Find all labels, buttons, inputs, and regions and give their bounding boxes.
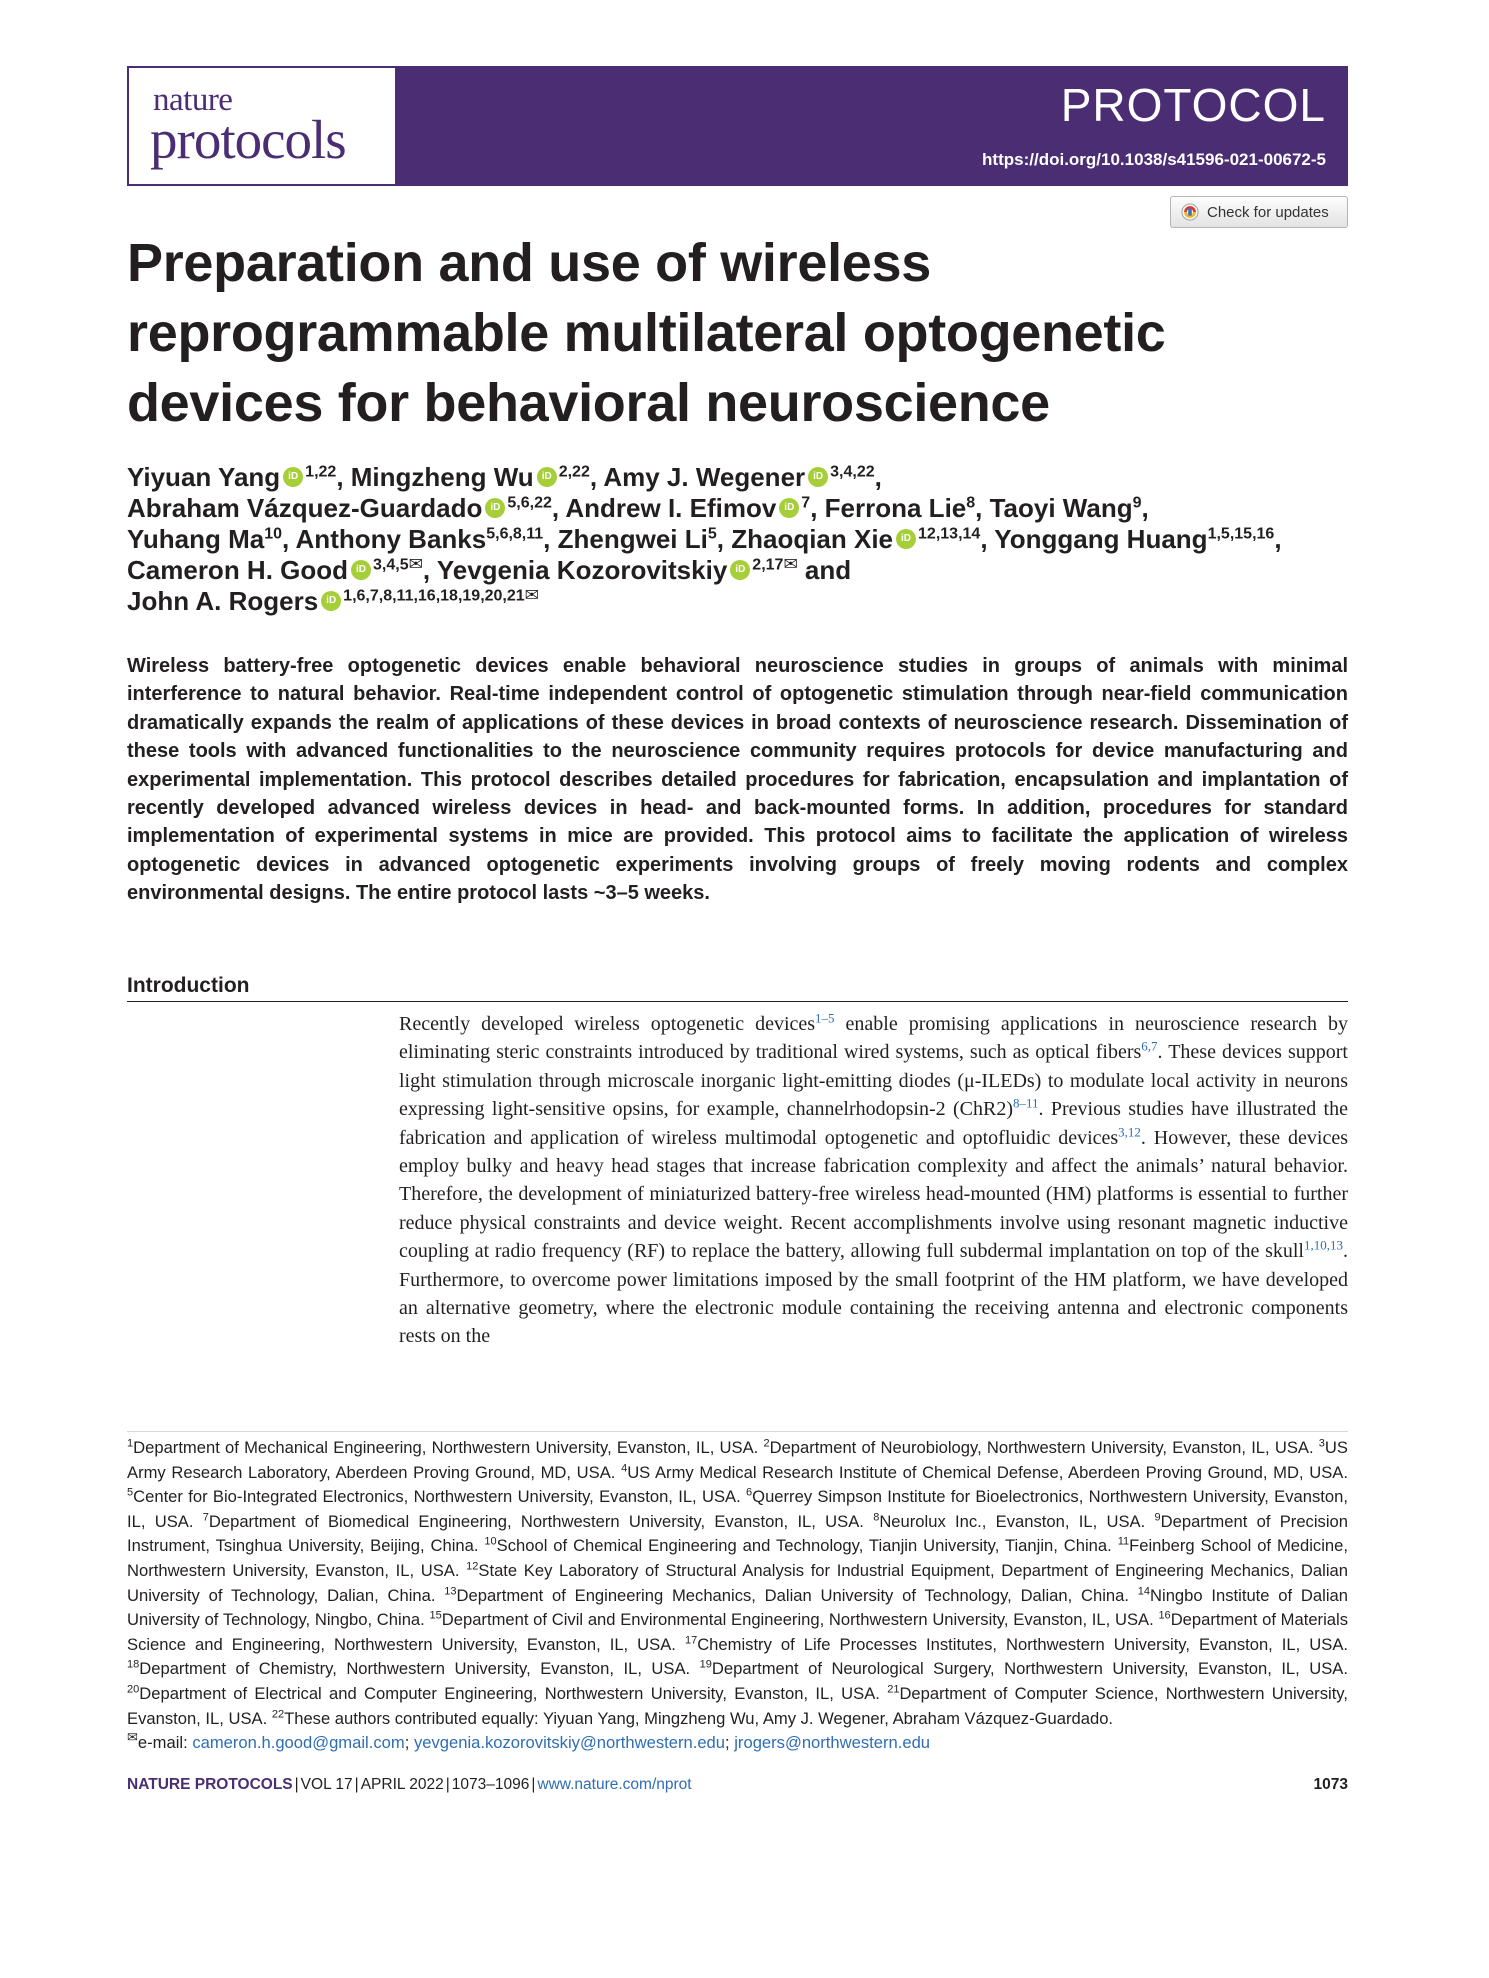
affiliation-number: 14	[1137, 1585, 1151, 1598]
article-title: Preparation and use of wireless reprogrammable multilateral optogenetic devices for behavioral neuroscience	[127, 233, 1166, 433]
author-affiliation: 2,17	[752, 556, 784, 574]
author-affiliation: 12,13,14	[918, 525, 981, 543]
affiliation-text: Department of Neurobiology, Northwestern University, Evanston, IL, USA.	[769, 1438, 1314, 1457]
email-link[interactable]: cameron.h.good@gmail.com	[192, 1733, 405, 1753]
email-link[interactable]: jrogers@northwestern.edu	[734, 1733, 931, 1753]
citation-link[interactable]: 3,12	[1118, 1123, 1141, 1139]
citation-link[interactable]: 8–11	[1012, 1095, 1039, 1111]
author-affiliation: 5,6,8,11	[486, 525, 544, 543]
affiliation-text: Querrey Simpson Institute for Bioelectronics, Northwestern University, Evanston, IL, USA.	[127, 1487, 1348, 1531]
email-label: e-mail:	[137, 1733, 193, 1753]
affiliation-number: 5	[127, 1486, 134, 1499]
check-updates-label: Check for updates	[1207, 203, 1329, 221]
author-list	[127, 462, 1357, 617]
affiliation-number: 22	[271, 1708, 285, 1720]
affiliation-text: Department of Engineering Mechanics, Dalian University of Technology, Dalian, China.	[456, 1585, 1129, 1605]
citation-link[interactable]: 6,7	[1141, 1038, 1158, 1054]
orcid-icon[interactable]: iD	[779, 498, 799, 518]
intro-text: Recently developed wireless optogenetic devices	[399, 1013, 816, 1035]
page-number: 1073	[1313, 1776, 1348, 1793]
author-name[interactable]: Abraham Vázquez-Guardado	[127, 493, 483, 523]
affiliation-number: 6	[746, 1486, 753, 1499]
author-name[interactable]: Zhengwei Li	[557, 524, 708, 554]
affiliation-number: 4	[621, 1462, 628, 1475]
affiliation-number: 9	[1154, 1511, 1161, 1524]
author-name[interactable]: Taoyi Wang	[989, 493, 1133, 523]
orcid-icon[interactable]: iD	[537, 467, 557, 487]
affiliation-text: Feinberg School of Medicine, Northwestern University, Evanston, IL, USA.	[127, 1536, 1348, 1580]
logo-protocols-text: protocols	[150, 109, 346, 170]
footer-date: APRIL 2022	[360, 1776, 444, 1793]
email-link[interactable]: yevgenia.kozorovitskiy@northwestern.edu	[413, 1733, 726, 1753]
affiliation-text: Department of Biomedical Engineering, Northwestern University, Evanston, IL, USA.	[208, 1511, 864, 1531]
author-affiliation: 7	[801, 494, 811, 512]
author-name[interactable]: Anthony Banks	[295, 524, 487, 554]
journal-logo[interactable]	[127, 66, 397, 186]
affiliation-number: 19	[699, 1658, 712, 1671]
check-for-updates-button[interactable]	[1170, 196, 1348, 228]
orcid-icon[interactable]: iD	[485, 498, 505, 518]
citation-link[interactable]: 1–5	[815, 1010, 835, 1026]
article-type-banner	[397, 66, 1348, 186]
author-affiliation: 3,4,5	[373, 556, 409, 574]
section-divider	[127, 1001, 1348, 1002]
orcid-icon[interactable]: iD	[808, 467, 828, 487]
logo-nature-text: nature	[153, 82, 233, 118]
citation-link[interactable]: 1,10,13	[1304, 1237, 1343, 1253]
doi-link[interactable]: https://doi.org/10.1038/s41596-021-00672-5	[982, 150, 1326, 169]
author-affiliation: 8	[966, 494, 976, 512]
affiliation-number: 18	[127, 1658, 140, 1671]
footer-url[interactable]: www.nature.com/nprot	[537, 1776, 692, 1793]
author-line-2: Abraham Vázquez-Guardado iD $^{5,6,22}$, Andrew I. Efimov iD $^7$, Ferrona Lie$^8$, Taoyi Wang$^9$,	[127, 493, 1149, 523]
author-affiliation: 10	[264, 525, 283, 543]
footer-journal: NATURE PROTOCOLS	[127, 1776, 293, 1793]
affiliation-number: 13	[444, 1585, 457, 1598]
affiliation-text: School of Chemical Engineering and Technology, Tianjin University, Tianjin, China.	[496, 1536, 1112, 1556]
intro-text: . Furthermore, to overcome power limitations imposed by the small footprint of the HM platform, we have developed an alternative geometry, where the electronic module containing the receiving antenna and electronic components rests on the	[399, 1240, 1348, 1348]
abstract: Wireless battery-free optogenetic devices enable behavioral neuroscience studies in groups of animals with minimal interference to natural behavior. Real-time independent control of optogenetic stimulation through near-field communication dramatically expands the realm of applications of these devices in broad contexts of neuroscience research. Dissemination of these tools with advanced functionalities to the neuroscience community requires protocols for device manufacturing and experimental implementation. This protocol describes detailed procedures for fabrication, encapsulation and implantation of recently developed advanced wireless devices in head- and back-mounted forms. In addition, procedures for standard implementation of experimental systems in mice are provided. This protocol aims to facilitate the application of wireless optogenetic devices in advanced optogenetic experiments involving groups of freely moving rodents and complex environmental designs. The entire protocol lasts ~3–5 weeks.	[127, 655, 1348, 905]
author-name[interactable]: Zhaoqian Xie	[731, 524, 894, 554]
affiliation-text: Center for Bio-Integrated Electronics, Northwestern University, Evanston, IL, USA.	[133, 1487, 741, 1507]
affiliation-number: 21	[887, 1683, 900, 1696]
author-affiliation: 1,5,15,16	[1207, 525, 1275, 543]
page-footer: NATURE PROTOCOLS | VOL 17 | APRIL 2022 | 1073–1096 | www.nature.com/nprot 1073	[127, 1776, 1348, 1793]
author-name[interactable]: Cameron H. Good	[127, 555, 349, 585]
author-line-5	[127, 586, 1357, 617]
authors-and: and	[804, 555, 852, 585]
affiliation-text: Department of Precision Instrument, Tsinghua University, Beijing, China.	[127, 1511, 1348, 1556]
email-envelope-icon[interactable]: ✉	[408, 554, 423, 574]
footer-volume: VOL 17	[300, 1776, 353, 1793]
orcid-icon[interactable]: iD	[351, 560, 371, 580]
author-affiliation: 1,6,7,8,11,16,18,19,20,21	[343, 587, 525, 605]
intro-text: . These devices support light stimulation through microscale inorganic light-emitting diodes (μ-ILEDs) to modulate local activity in neurons expressing light-sensitive opsins, for example, channelrhodopsin-2 (ChR2)	[399, 1041, 1348, 1121]
author-affiliation: 9	[1132, 494, 1142, 512]
introduction-body	[399, 1010, 1348, 1351]
author-affiliation: 5,6,22	[507, 494, 552, 512]
author-name[interactable]: Yuhang Ma	[127, 524, 265, 554]
author-name[interactable]: Mingzheng Wu	[350, 462, 534, 492]
affiliation-number: 8	[873, 1511, 880, 1524]
affiliation-text: Ningbo Institute of Dalian University of Technology, Ningbo, China.	[127, 1585, 1348, 1630]
check-updates-icon	[1181, 203, 1199, 221]
author-name[interactable]: Amy J. Wegener	[603, 462, 806, 492]
orcid-icon[interactable]: iD	[283, 467, 303, 487]
affiliation-number: 16	[1158, 1609, 1171, 1622]
email-envelope-icon[interactable]: ✉	[783, 554, 798, 574]
affiliation-number: 15	[429, 1609, 442, 1622]
affiliation-number: 10	[484, 1535, 497, 1548]
affiliation-number: 3	[1318, 1437, 1325, 1450]
affiliation-number: 2	[763, 1437, 770, 1450]
affiliation-text: Department of Neurological Surgery, Northwestern University, Evanston, IL, USA.	[711, 1659, 1348, 1679]
author-name[interactable]: John A. Rogers	[127, 586, 319, 616]
affiliation-text: Department of Civil and Environmental Engineering, Northwestern University, Evanston, IL, USA.	[441, 1610, 1154, 1630]
author-line-3: Yuhang Ma$^{10}$, Anthony Banks$^{5,6,8,11}$, Zhengwei Li$^5$, Zhaoqian Xie iD $^{12,13,14}$, Yonggang Huang$^{1,5,15,16}$,	[127, 524, 1282, 554]
author-name[interactable]: Yevgenia Kozorovitskiy	[436, 555, 728, 585]
orcid-icon[interactable]: iD	[730, 560, 750, 580]
affiliation-number: 12	[466, 1560, 479, 1573]
author-line-4: Cameron H. Good iD $^{3,4,5✉}$, Yevgenia Kozorovitskiy iD $^{2,17✉}$ and	[127, 554, 852, 585]
orcid-icon[interactable]: iD	[321, 591, 341, 611]
affiliation-text: Department of Electrical and Computer Engineering, Northwestern University, Evanston, IL, USA.	[139, 1683, 880, 1703]
article-type: PROTOCOL	[1060, 79, 1326, 131]
author-affiliation: 3,4,22	[830, 463, 875, 481]
intro-text: enable promising applications in neuroscience research by eliminating steric constraints introduced by traditional wired systems, such as optical fibers	[399, 1013, 1348, 1064]
affiliation-text: State Key Laboratory of Structural Analysis for Industrial Equipment, Department of Engineering Mechanics, Dalian University of Technology, Dalian, China.	[127, 1560, 1348, 1605]
affiliation-number: 11	[1117, 1535, 1130, 1548]
affiliation-number: 7	[202, 1511, 209, 1524]
footer-pages: 1073–1096	[451, 1776, 530, 1793]
intro-text: . However, these devices employ bulky and heavy head stages that increase fabrication complexity and affect the animals’ natural behavior. Therefore, the development of miniaturized battery-free wireless head-mounted (HM) platforms is essential to further reduce physical constraints and device weight. Recent accomplishments involve using resonant magnetic inductive coupling at radio frequency (RF) to replace the battery, allowing full subdermal implantation on top of the skull	[399, 1126, 1348, 1263]
affiliation-number: 20	[127, 1683, 140, 1696]
author-affiliation: 2,22	[558, 463, 590, 481]
intro-text: . Previous studies have illustrated the fabrication and application of wireless multimodal optogenetic and optofluidic devices	[399, 1098, 1348, 1149]
orcid-icon[interactable]: iD	[896, 529, 916, 549]
author-name[interactable]: Yonggang Huang	[994, 524, 1208, 554]
author-affiliation: 1,22	[305, 463, 337, 481]
affiliations-footnote: $^1$Department of Mechanical Engineering, Northwestern University, Evanston, IL, USA. $^2$Department of Neurobiology, Northwestern University, Evanston, IL, USA. $^3$US Army Research Laboratory, Aberdeen Proving Ground, MD, USA. $^4$US Army Medical Research Institute of Chemical Defense, Aberdeen Proving Ground, MD, USA. $^5$Center for Bio-Integrated Electronics, Northwestern University, Evanston, IL, USA. $^6$Querrey Simpson Institute for Bioelectronics, Northwestern University, Evanston, IL, USA. $^7$Department of Biomedical Engineering, Northwestern University, Evanston, IL, USA. $^8$Neurolux Inc., Evanston, IL, USA. $^9$Department of Precision Instrument, Tsinghua University, Beijing, China. $^{10}$School of Chemical Engineering and Technology, Tianjin University, Tianjin, China. $^{11}$Feinberg School of Medicine, Northwestern University, Evanston, IL, USA. $^{12}$State Key Laboratory of Structural Analysis for Industrial Equipment, Department of Engineering Mechanics, Dalian University of Technology, Dalian, China. $^{13}$Department of Engineering Mechanics, Dalian University of Technology, Dalian, China. $^{14}$Ningbo Institute of Dalian University of Technology, Ningbo, China. $^{15}$Department of Civil and Environmental Engineering, Northwestern University, Evanston, IL, USA. $^{16}$Department of Materials Science and Engineering, Northwestern University, Evanston, IL, USA. $^{17}$Chemistry of Life Processes Institutes, Northwestern University, Evanston, IL, USA. $^{18}$Department of Chemistry, Northwestern University, Evanston, IL, USA. $^{19}$Department of Neurological Surgery, Northwestern University, Evanston, IL, USA. $^{20}$Department of Electrical and Computer Engineering, Northwestern University, Evanston, IL, USA. $^{21}$Department of Computer Science, Northwestern University, Evanston, IL, USA. $^{22}$These authors contributed equally: Yiyuan Yang, Mingzheng Wu, Amy J. Wegener, Abraham Vázquez-Guardado. ✉e-mail: cameron.h.good@gmail.com; yevgenia.kozorovitskiy@northwestern.edu; jrogers@northwestern.edu	[127, 1431, 1348, 1756]
affiliation-text: Chemistry of Life Processes Institutes, Northwestern University, Evanston, IL, USA.	[697, 1634, 1349, 1654]
affiliation-text: Department of Chemistry, Northwestern University, Evanston, IL, USA.	[139, 1659, 691, 1679]
author-name[interactable]: Yiyuan Yang	[127, 462, 281, 492]
author-name[interactable]: Andrew I. Efimov	[565, 493, 777, 523]
author-affiliation: 5	[707, 525, 717, 543]
author-name[interactable]: Ferrona Lie	[824, 493, 967, 523]
affiliation-text: Department of Computer Science, Northwestern University, Evanston, IL, USA.	[127, 1683, 1348, 1728]
email-envelope-icon: ✉	[127, 1729, 138, 1745]
section-heading-introduction: Introduction	[127, 974, 250, 997]
affiliation-text: Department of Materials Science and Engineering, Northwestern University, Evanston, IL, USA.	[127, 1610, 1348, 1654]
affiliation-number: 1	[127, 1437, 134, 1450]
affiliation-text: Neurolux Inc., Evanston, IL, USA.	[879, 1511, 1146, 1531]
affiliation-text: US Army Research Laboratory, Aberdeen Proving Ground, MD, USA.	[127, 1438, 1348, 1482]
email-envelope-icon[interactable]: ✉	[524, 585, 539, 605]
affiliation-number: 17	[684, 1634, 698, 1647]
affiliation-text: US Army Medical Research Institute of Chemical Defense, Aberdeen Proving Ground, MD, USA.	[627, 1462, 1348, 1482]
author-line-1: Yiyuan Yang iD $^{1,22}$, Mingzheng Wu iD $^{2,22}$, Amy J. Wegener iD $^{3,4,22}$,	[127, 462, 882, 492]
affiliation-text: These authors contributed equally: Yiyuan Yang, Mingzheng Wu, Amy J. Wegener, Abraham Vázquez-Guardado.	[284, 1708, 1114, 1728]
affiliation-text: Department of Mechanical Engineering, Northwestern University, Evanston, IL, USA.	[133, 1438, 759, 1457]
affiliations-list	[127, 1438, 1348, 1728]
